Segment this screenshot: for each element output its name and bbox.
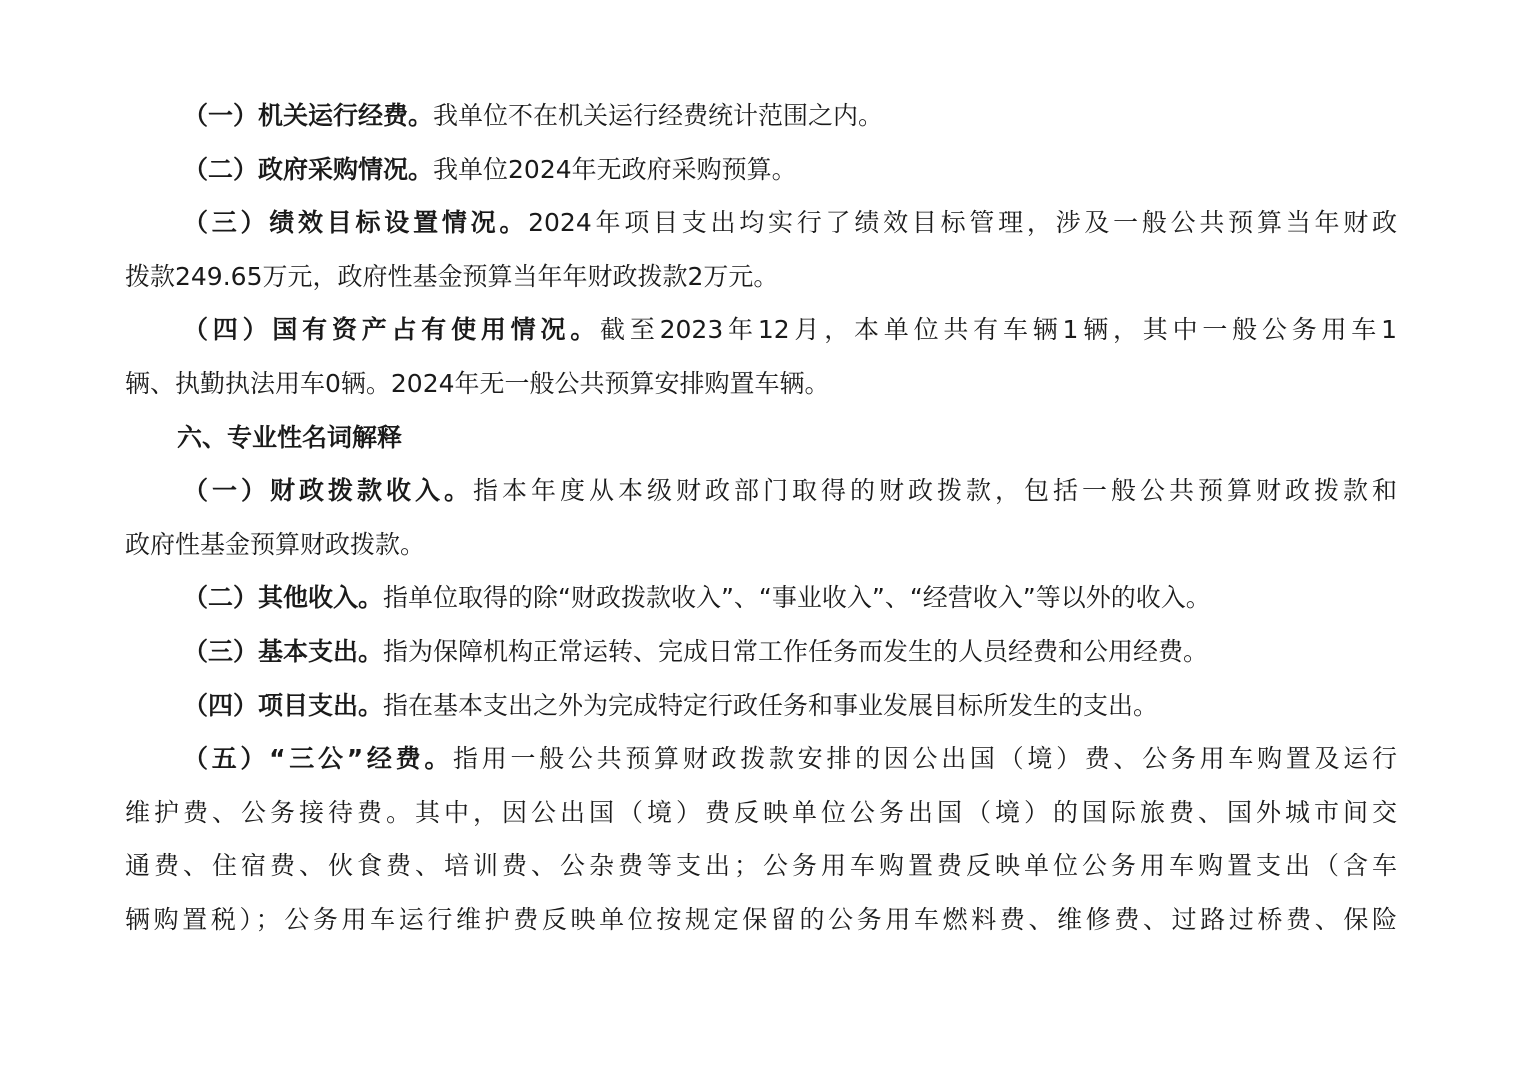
item-text: 拨款249.65万元，政府性基金预算当年年财政拨款2万元。	[125, 261, 779, 291]
term-heading: （四）项目支出。	[183, 690, 384, 720]
section-heading: 六、专业性名词解释	[177, 422, 403, 452]
item-heading: （四）国有资产占有使用情况。	[183, 315, 601, 345]
paragraph-state-assets-line-1	[125, 303, 1397, 357]
item-text: 辆、执勤执法用车0辆。2024年无一般公共预算安排购置车辆。	[125, 368, 830, 398]
item-text: 截至2023年12月，本单位共有车辆1辆，其中一般公务用车1	[600, 315, 1397, 345]
item-text: 我单位不在机关运行经费统计范围之内。	[433, 101, 884, 130]
paragraph-three-public-expenses-line-2	[125, 786, 1397, 840]
term-text: 指为保障机构正常运转、完成日常工作任务而发生的人员经费和公用经费。	[383, 636, 1209, 666]
paragraph-government-procurement	[125, 143, 1397, 197]
paragraph-three-public-expenses-line-3	[125, 839, 1397, 893]
paragraph-fiscal-appropriation-line-1	[125, 464, 1397, 518]
term-text: 通费、住宿费、伙食费、培训费、公杂费等支出；公务用车购置费反映单位公务用车购置支出（含车	[125, 851, 1397, 881]
term-text: 政府性基金预算财政拨款。	[125, 529, 426, 559]
paragraph-performance-targets-line-1	[125, 196, 1397, 250]
paragraph-fiscal-appropriation-line-2	[125, 518, 1397, 572]
item-heading: （二）政府采购情况。	[183, 154, 434, 184]
item-heading: （三）绩效目标设置情况。	[183, 208, 529, 238]
paragraph-basic-expenditure	[125, 625, 1397, 679]
paragraph-other-income	[125, 571, 1397, 625]
term-heading: （五）“三公”经费。	[183, 744, 454, 774]
paragraph-three-public-expenses-line-1	[125, 732, 1397, 786]
term-text: 指本年度从本级财政部门取得的财政拨款，包括一般公共预算财政拨款和	[473, 476, 1397, 506]
document-page	[125, 89, 1397, 947]
item-heading: （一）机关运行经费。	[183, 101, 434, 130]
item-text: 我单位2024年无政府采购预算。	[433, 154, 797, 184]
term-text: 辆购置税）；公务用车运行维护费反映单位按规定保留的公务用车燃料费、维修费、过路过桥费、保险	[125, 904, 1397, 934]
paragraph-state-assets-line-2	[125, 357, 1397, 411]
term-heading: （一）财政拨款收入。	[183, 476, 473, 506]
paragraph-performance-targets-line-2	[125, 250, 1397, 304]
term-heading: （二）其他收入。	[183, 583, 384, 613]
paragraph-three-public-expenses-line-4	[125, 893, 1397, 947]
term-text: 指在基本支出之外为完成特定行政任务和事业发展目标所发生的支出。	[383, 690, 1159, 720]
term-heading: （三）基本支出。	[183, 636, 384, 666]
item-text: 2024年项目支出均实行了绩效目标管理，涉及一般公共预算当年财政	[528, 208, 1397, 238]
term-text: 指单位取得的除“财政拨款收入”、“事业收入”、“经营收入”等以外的收入。	[383, 583, 1211, 613]
paragraph-operating-expenses	[125, 89, 1397, 143]
paragraph-project-expenditure	[125, 679, 1397, 733]
term-text: 指用一般公共预算财政拨款安排的因公出国（境）费、公务用车购置及运行	[453, 744, 1397, 774]
term-text: 维护费、公务接待费。其中，因公出国（境）费反映单位公务出国（境）的国际旅费、国外城市间交	[125, 797, 1397, 827]
